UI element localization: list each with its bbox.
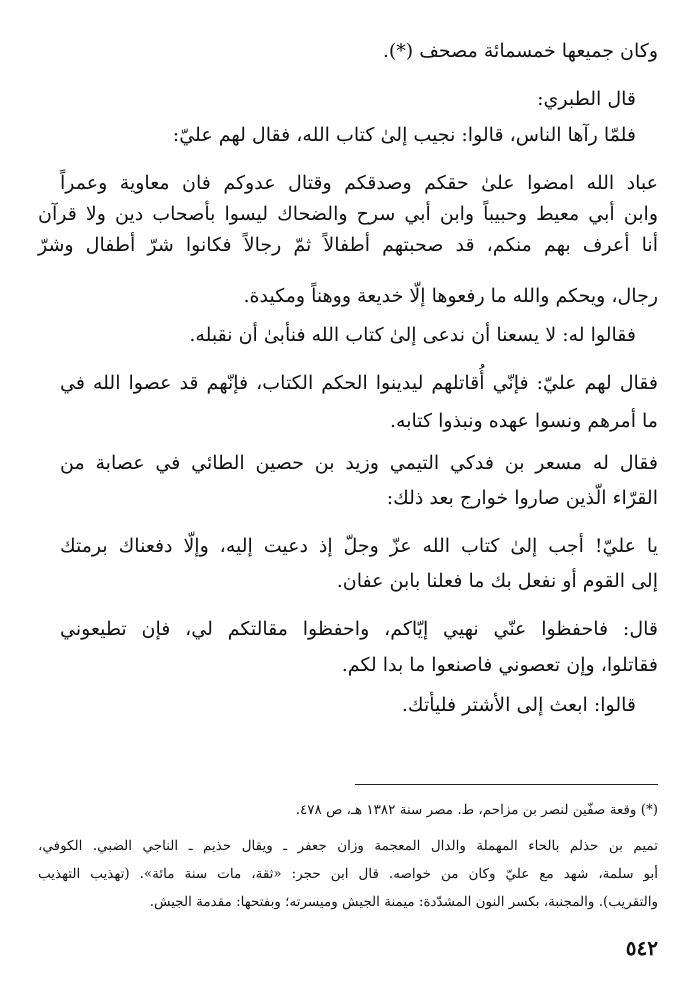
text-line: ما أمرهم ونسوا عهده ونبذوا كتابه. [389, 410, 658, 432]
text-line: عباد الله امضوا علىٰ حقكم وصدقكم وقتال عدوكم فان معاوية وعمراً [60, 172, 658, 194]
text-line: فقالوا له: لا يسعنا أن ندعى إلىٰ كتاب الله فنأبىٰ أن نقبله. [189, 324, 636, 346]
text-line: قال: فاحفظوا عنّي نهيي إيّاكم، واحفظوا مقالتكم لي، فإن تطيعوني [60, 618, 658, 640]
text-line: أنا أعرف بهم منكم، قد صحبتهم أطفالاً ثمّ رجالاً فكانوا شرّ أطفال وشرّ [38, 234, 658, 256]
page-number: ٥٤٢ [625, 936, 658, 960]
text-line: وابن أبي معيط وحبيباً وابن أبي سرح والضحاك ليسوا بأصحاب دين ولا قرآن [38, 203, 658, 225]
text-line: القرّاء الّذين صاروا خوارج بعد ذلك: [386, 487, 658, 509]
footnote-line: والتقريب). والمجنبة، بكسر النون المشدّدة: ميمنة الجيش وميسرته؛ وبفتحها: مقدمة الجيش. [149, 894, 658, 910]
text-line: فقاتلوا، وإن تعصوني فاصنعوا ما بدا لكم. [341, 654, 658, 676]
footnote-line: (*) وقعة صفّين لنصر بن مزاحم، ط. مصر سنة ١٣٨٢ هـ، ص ٤٧٨. [295, 802, 658, 818]
footnote-separator [355, 784, 658, 785]
text-line: رجال، ويحكم والله ما رفعوها إلّا خديعة ووهناً ومكيدة. [243, 285, 658, 307]
text-line: إلى القوم أو نفعل بك ما فعلنا بابن عفان. [336, 570, 658, 592]
text-line: قال الطبري: [537, 88, 636, 110]
text-line: فقال له مسعر بن فدكي التيمي وزيد بن حصين الطائي في عصابة من [60, 452, 658, 474]
text-line: فلمّا رآها الناس، قالوا: نجيب إلىٰ كتاب الله، فقال لهم عليّ: [172, 124, 636, 146]
text-line: قالوا: ابعث إلى الأشتر فليأتك. [401, 694, 636, 716]
text-line: فقال لهم عليّ: فإنّي أُقاتلهم ليدينوا الحكم الكتاب، فإنّهم قد عصوا الله في [60, 372, 658, 394]
text-line: وكان جميعها خمسمائة مصحف (*). [382, 40, 658, 62]
text-line: يا عليّ! أجب إلىٰ كتاب الله عزّ وجلّ إذ دعيت إليه، وإلّا دفعناك برمتك [60, 535, 658, 557]
footnote-line: تميم بن حذلم بالحاء المهملة والدال المعجمة وزان جعفر ـ ويقال حذيم ـ الناجي الضبي. الكوفي، [38, 838, 658, 854]
footnote-line: أبو سلمة، شهد مع عليّ وكان من خواصه. قال ابن حجر: «ثقة، مات سنة مائة». (تهذيب التهذيب [38, 866, 658, 882]
